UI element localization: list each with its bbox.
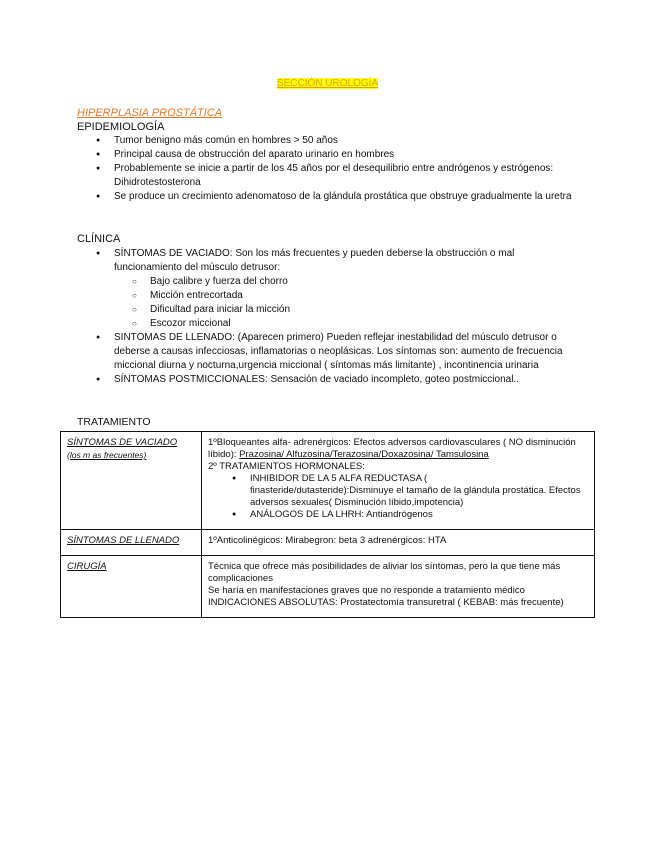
list-item: ● Principal causa de obstrucción del aparato urinario en hombres xyxy=(96,148,576,162)
cell-list xyxy=(208,509,588,521)
table-cell xyxy=(202,530,595,556)
vaciado-sublist xyxy=(114,275,566,331)
list-item: ● INHIBIDOR DE LA 5 ALFA REDUCTASA ( xyxy=(208,473,588,485)
list-item: ● ANÁLOGOS DE LA LHRH: Antiandrógenos xyxy=(208,509,588,521)
epidemiologia-heading: EPIDEMIOLOGÍA xyxy=(77,121,165,133)
row-header: SÍNTOMAS DE VACIADO xyxy=(67,437,178,448)
cell-list xyxy=(208,473,588,485)
row-header: CIRUGÍA xyxy=(67,561,107,572)
tratamiento-table xyxy=(60,431,595,618)
epidemiologia-list xyxy=(96,134,576,204)
cell-line: Se haría en manifestaciones graves que no responde a tratamiento médico xyxy=(208,585,525,596)
list-item: ● SINTOMAS DE LLENADO: (Aparecen primero) Pueden reflejar inestabilidad del músculo detrusor o deberse a causas infecciosas, inflamatorias o neoplásicas. Los síntomas son: aumento de frecuencia miccional diurna y nocturna,urgencia miccional ( síntomas más limitante) , incontinencia urinaria xyxy=(96,331,566,373)
list-item: ● Probablemente se inicie a partir de los 45 años por el desequilibrio entre andrógenos y estrógenos: Dihidrotestosterona xyxy=(96,162,576,190)
section-title: SECCIÓN UROLOGÍA xyxy=(276,78,379,89)
list-item xyxy=(96,247,566,331)
cell-line: 1ºAnticolinégicos: Mirabegron: beta 3 adrenérgicos: HTA xyxy=(208,535,447,546)
table-row xyxy=(61,556,595,618)
table-cell xyxy=(61,530,202,556)
table-cell xyxy=(202,556,595,618)
cell-line: finasteride/dutasteride):Disminuye el tamaño de la glándula prostática. Efectos adversos sexuales( Disminución líbido,impotencia) xyxy=(250,485,581,508)
table-cell xyxy=(61,432,202,530)
vaciado-text: SÍNTOMAS DE VACIADO: Son los más frecuentes y pueden deberse la obstrucción o mal funcionamiento del músculo detrusor: xyxy=(114,248,515,273)
table-row xyxy=(61,432,595,530)
cell-line: 2º TRATAMIENTOS HORMONALES: xyxy=(208,461,365,472)
list-item: ● Tumor benigno más común en hombres > 50 años xyxy=(96,134,576,148)
cell-line: Técnica que ofrece más posibilidades de aliviar los síntomas, pero la que tiene más complicaciones xyxy=(208,561,561,584)
clinica-list xyxy=(96,247,566,387)
table-cell xyxy=(61,556,202,618)
cell-line: INDICACIONES ABSOLUTAS: Prostatectomía transuretral ( KEBAB: más frecuente) xyxy=(208,597,564,608)
cell-line: 1ºBloqueantes alfa- adrenérgicos: Efectos adversos cardiovasculares ( NO disminución líbido): Prazosina/ Alfuzosina/Terazosina/Doxazosina/ Tamsulosina xyxy=(208,437,576,460)
clinica-heading: CLÍNICA xyxy=(77,233,121,245)
topic-title: HIPERPLASIA PROSTÁTICA xyxy=(77,107,223,119)
list-item: ● SÍNTOMAS POSTMICCIONALES: Sensación de vaciado incompleto, goteo postmiccional.. xyxy=(96,373,566,387)
sub-list-item: ○ Dificultad para iniciar la micción xyxy=(132,303,566,317)
sub-list-item: ○ Escozor miccional xyxy=(132,317,566,331)
row-header: SÍNTOMAS DE LLENADO xyxy=(67,535,180,546)
sub-list-item: ○ Micción entrecortada xyxy=(132,289,566,303)
drug-list: Prazosina/ Alfuzosina/Terazosina/Doxazosina/ Tamsulosina xyxy=(239,449,489,460)
list-item: ● Se produce un crecimiento adenomatoso de la glándula prostática que obstruye gradualmente la uretra xyxy=(96,190,576,204)
sub-list-item: ○ Bajo calibre y fuerza del chorro xyxy=(132,275,566,289)
tratamiento-heading: TRATAMIENTO xyxy=(77,416,151,428)
row-header-note: (los m as frecuentes) xyxy=(67,450,147,460)
table-cell xyxy=(202,432,595,530)
table-row xyxy=(61,530,595,556)
